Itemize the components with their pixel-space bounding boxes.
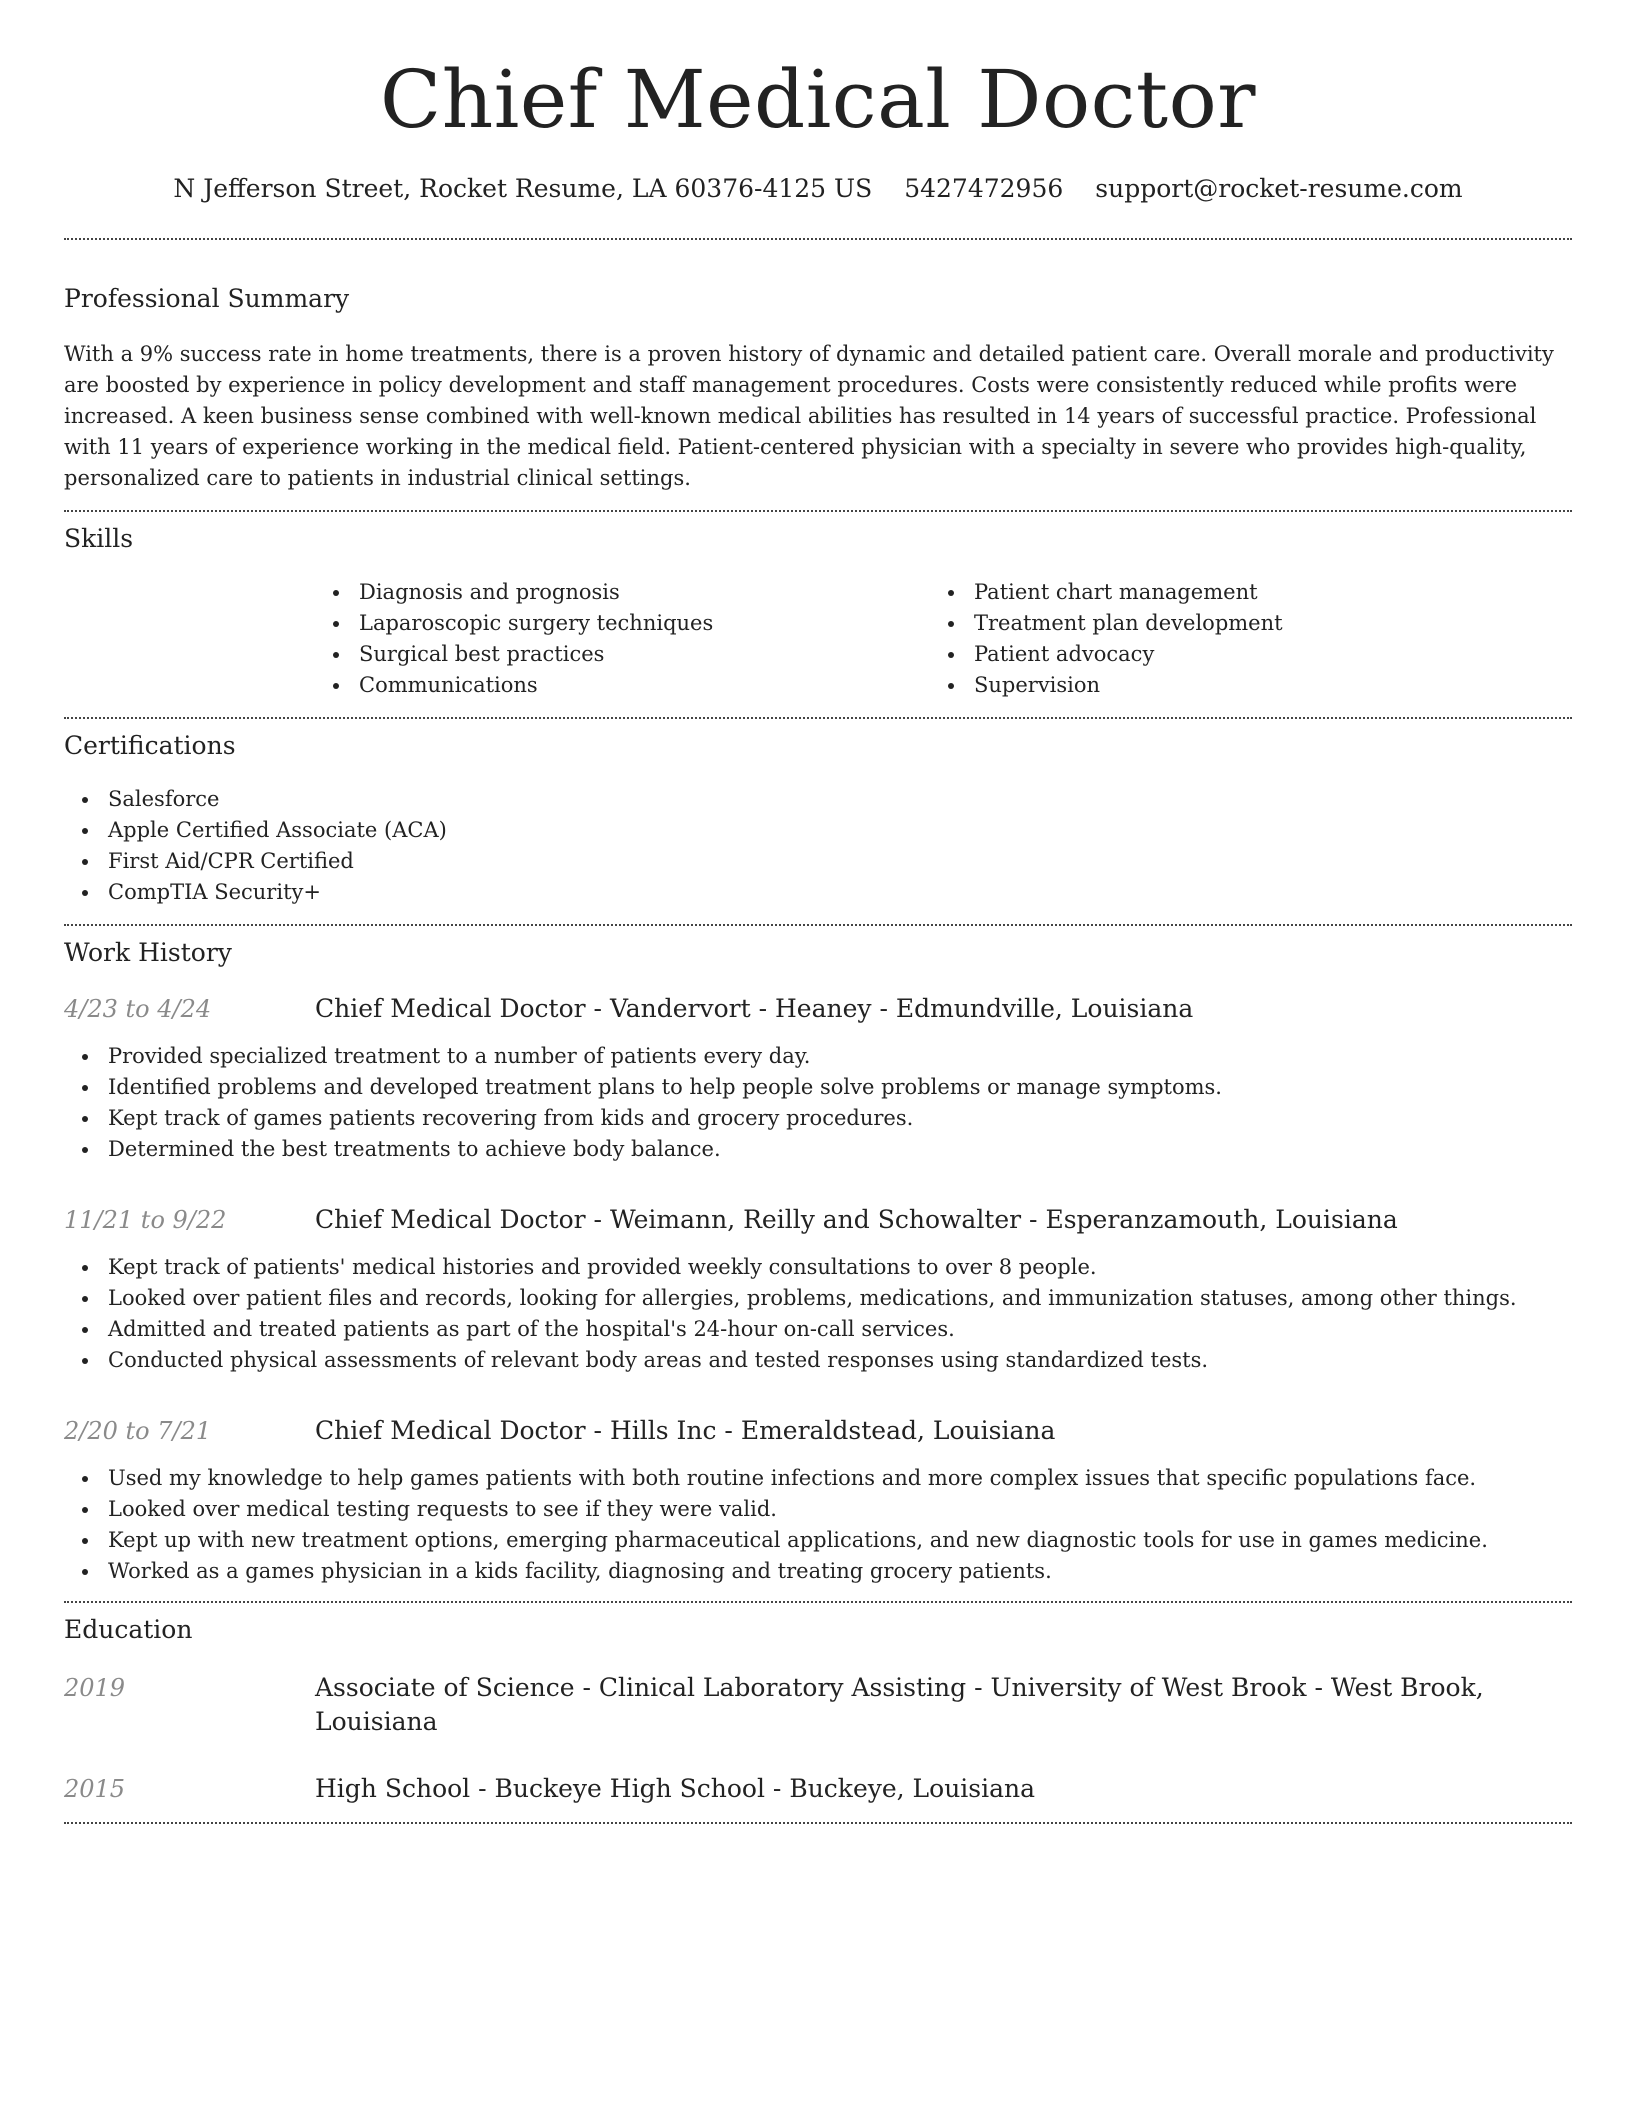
certifications-section	[64, 719, 1572, 908]
education-date: 2019	[64, 1674, 126, 1702]
job-bullet: Kept track of patients' medical histories and provided weekly consultations to over 8 people.	[64, 1252, 1572, 1283]
skill-item: Treatment plan development	[930, 608, 1545, 639]
job-bullet: Looked over patient files and records, looking for allergies, problems, medications, and immunization statuses, among other things.	[64, 1283, 1572, 1314]
certification-item: First Aid/CPR Certified	[64, 846, 1572, 877]
resume-name: Chief Medical Doctor	[380, 53, 1256, 146]
education-section	[64, 1603, 1572, 1806]
job-bullet: Kept track of games patients recovering from kids and grocery procedures.	[64, 1103, 1572, 1134]
skill-item: Supervision	[930, 670, 1545, 701]
skill-item: Patient advocacy	[930, 639, 1545, 670]
job-heading: Chief Medical Doctor - Vandervort - Heaney - Edmundville, Louisiana	[315, 994, 1194, 1023]
skills-list-left	[315, 577, 930, 701]
summary-title: Professional Summary	[64, 284, 350, 313]
skills-section	[64, 512, 1572, 701]
job-date: 11/21 to 9/22	[64, 1206, 227, 1234]
job-heading: Chief Medical Doctor - Hills Inc - Emeraldstead, Louisiana	[315, 1416, 1056, 1445]
job-bullet: Provided specialized treatment to a number of patients every day.	[64, 1041, 1572, 1072]
summary-section	[64, 240, 1572, 494]
section-divider	[64, 1822, 1572, 1824]
job-header	[64, 1414, 1572, 1448]
education-heading: Associate of Science - Clinical Laboratory Assisting - University of West Brook - West Brook, Louisiana	[315, 1673, 1484, 1736]
job-bullet: Kept up with new treatment options, emerging pharmaceutical applications, and new diagnostic tools for use in games medicine.	[64, 1525, 1572, 1556]
skill-item: Diagnosis and prognosis	[315, 577, 930, 608]
job-bullets	[64, 1463, 1572, 1587]
job-header	[64, 992, 1572, 1026]
work-title: Work History	[64, 938, 232, 967]
job-bullet: Worked as a games physician in a kids facility, diagnosing and treating grocery patients.	[64, 1556, 1572, 1587]
contact-line	[64, 172, 1572, 206]
job-bullet: Admitted and treated patients as part of the hospital's 24-hour on-call services.	[64, 1314, 1572, 1345]
job-date: 2/20 to 7/21	[64, 1417, 212, 1445]
certification-item: Apple Certified Associate (ACA)	[64, 815, 1572, 846]
job-header	[64, 1203, 1572, 1237]
skills-title: Skills	[64, 524, 134, 553]
certification-item: Salesforce	[64, 784, 1572, 815]
job-date: 4/23 to 4/24	[64, 995, 212, 1023]
skills-list-right	[930, 577, 1545, 701]
education-heading: High School - Buckeye High School - Buckeye, Louisiana	[315, 1774, 1036, 1803]
job-bullet: Identified problems and developed treatment plans to help people solve problems or manage symptoms.	[64, 1072, 1572, 1103]
job-bullets	[64, 1252, 1572, 1376]
job-bullet: Looked over medical testing requests to see if they were valid.	[64, 1494, 1572, 1525]
job-bullets	[64, 1041, 1572, 1165]
resume-page	[64, 0, 1572, 1824]
skill-item: Patient chart management	[930, 577, 1545, 608]
education-entry	[64, 1772, 1572, 1806]
job-heading: Chief Medical Doctor - Weimann, Reilly and Schowalter - Esperanzamouth, Louisiana	[315, 1205, 1398, 1234]
education-entry	[64, 1671, 1572, 1739]
job-entry	[64, 1203, 1572, 1376]
contact-phone: 5427472956	[904, 174, 1064, 203]
skill-item: Laparoscopic surgery techniques	[315, 608, 930, 639]
work-section	[64, 926, 1572, 1587]
certification-item: CompTIA Security+	[64, 877, 1572, 908]
skill-item: Communications	[315, 670, 930, 701]
certifications-title: Certifications	[64, 731, 236, 760]
job-bullet: Used my knowledge to help games patients with both routine infections and more complex issues that specific populations face.	[64, 1463, 1572, 1494]
skills-grid	[315, 577, 1572, 701]
job-entry	[64, 1414, 1572, 1587]
job-bullet: Determined the best treatments to achieve body balance.	[64, 1134, 1572, 1165]
summary-text: With a 9% success rate in home treatments, there is a proven history of dynamic and detailed patient care. Overall morale and productivity are boosted by experience in policy development and staff management procedures. Costs were consistently reduced while profits were increased. A keen business sense combined with well-known medical abilities has resulted in 14 years of successful practice. Professional with 11 years of experience working in the medical field. Patient-centered physician with a specialty in severe who provides high-quality, personalized care to patients in industrial clinical settings.	[64, 342, 1554, 490]
certifications-list	[64, 784, 1572, 908]
contact-email: support@rocket-resume.com	[1095, 174, 1463, 203]
contact-address: N Jefferson Street, Rocket Resume, LA 60376-4125 US	[173, 174, 873, 203]
job-entry	[64, 992, 1572, 1165]
education-date: 2015	[64, 1775, 126, 1803]
skill-item: Surgical best practices	[315, 639, 930, 670]
education-title: Education	[64, 1615, 193, 1644]
job-bullet: Conducted physical assessments of relevant body areas and tested responses using standardized tests.	[64, 1345, 1572, 1376]
